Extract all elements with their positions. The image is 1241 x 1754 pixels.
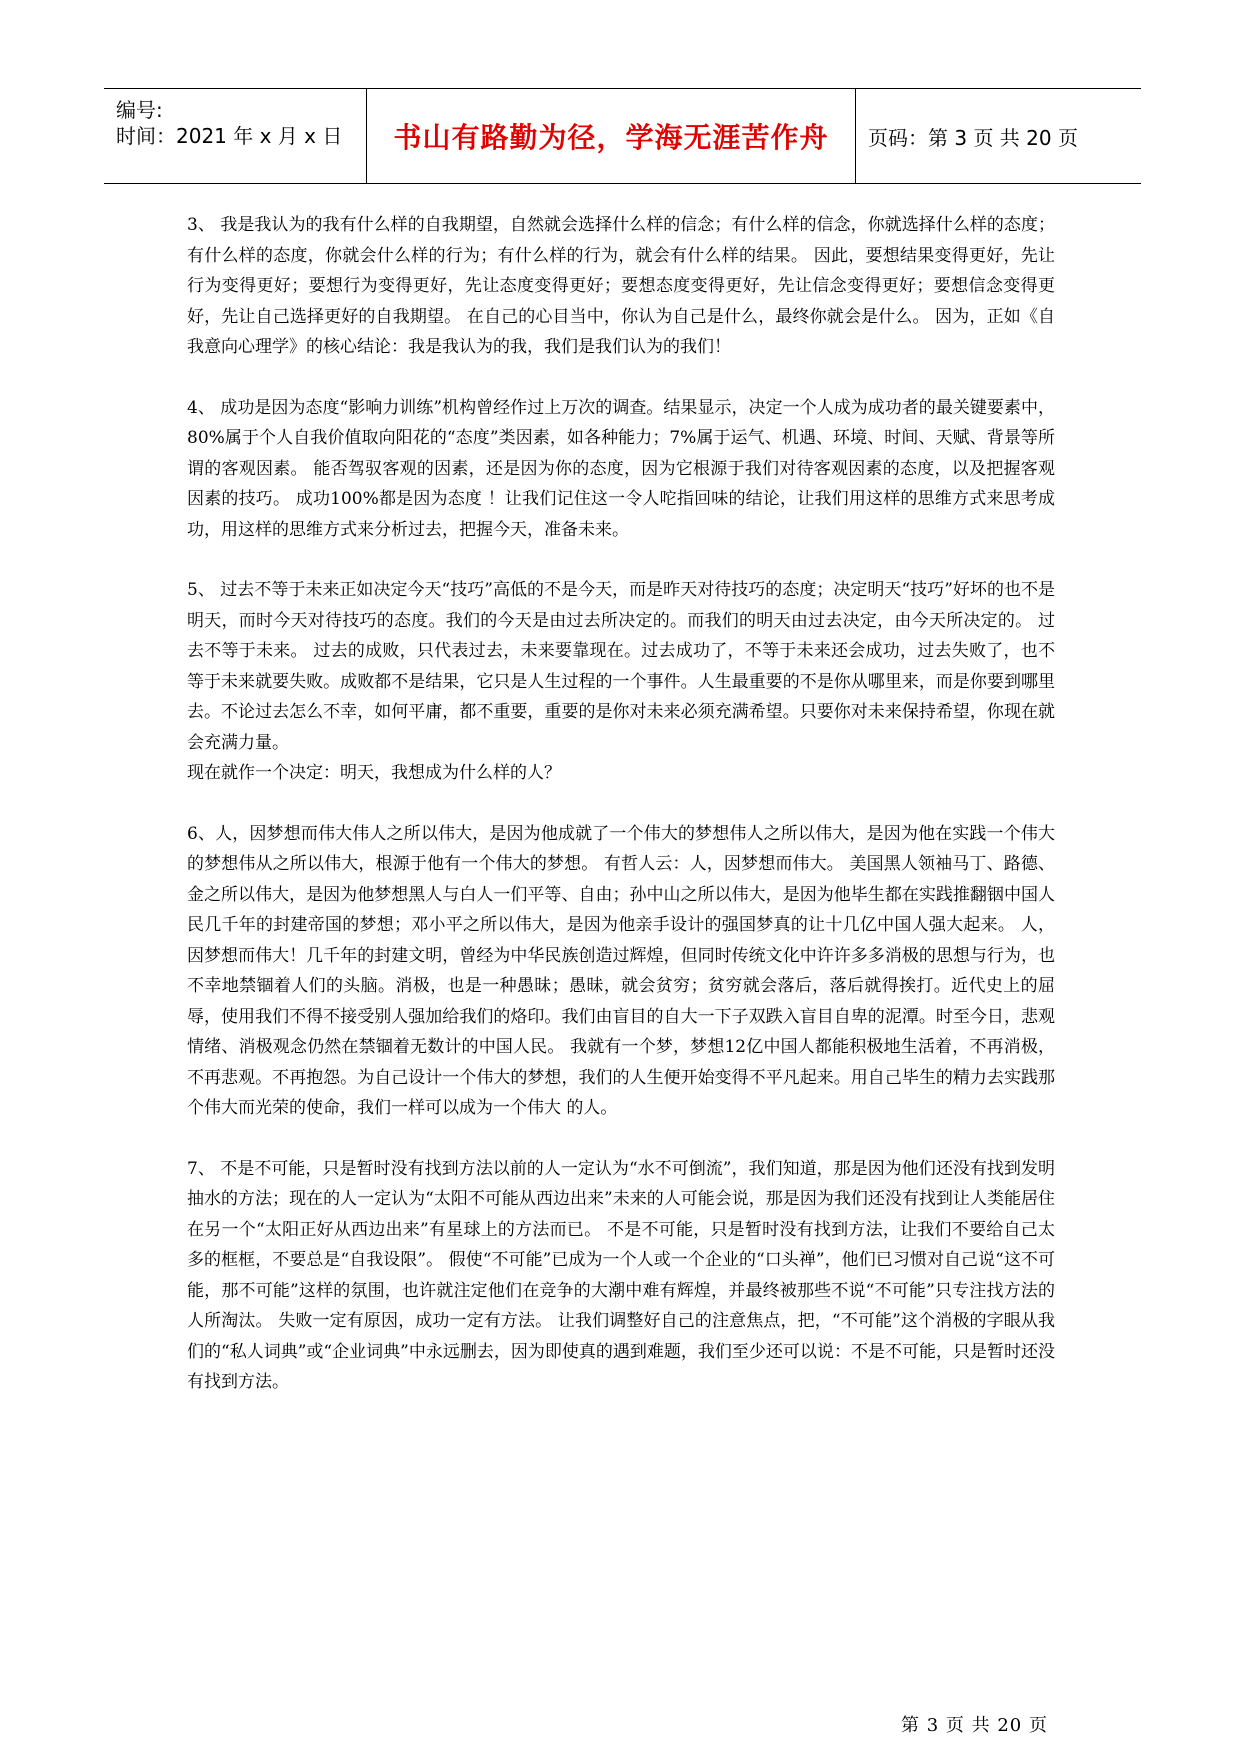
document-time-label: 时间：2021 年 x 月 x 日 bbox=[116, 124, 343, 148]
document-number-label: 编号: bbox=[116, 98, 163, 122]
header-meta-cell bbox=[104, 89, 367, 183]
paragraph-5: 5、 过去不等于未来正如决定今天“技巧”高低的不是今天，而是昨天对待技巧的态度；决定明天“技巧”好坏的也不是明天，而时今天对待技巧的态度。我们的今天是由过去所决定的。而我们的明天由过去决定，由今天所决定的。 过去不等于未来。 过去的成败，只代表过去，未来要靠现在。过去成功了，不等于未来还会成功，过去失败了，也不等于未来就要失败。成败都不是结果，它只是人生过程的一个事件。人生最重要的不是你从哪里来，而是你要到哪里去。不论过去怎么不幸，如何平庸，都不重要，重要的是你对未来必须充满希望。只要你对未来保持希望，你现在就会充满力量。 bbox=[187, 580, 1055, 753]
paragraph-7: 7、 不是不可能，只是暂时没有找到方法以前的人一定认为“水不可倒流”，我们知道，那是因为他们还没有找到发明抽水的方法；现在的人一定认为“太阳不可能从西边出来”未来的人可能会说，那是因为我们还没有找到让人类能居住在另一个“太阳正好从西边出来”有星球上的方法而已。 不是不可能，只是暂时没有找到方法，让我们不要给自己太多的框框，不要总是“自我设限”。 假使“不可能”已成为一个人或一个企业的“口头禅”，他们已习惯对自己说“这不可能，那不可能”这样的氛围，也许就注定他们在竞争的大潮中难有辉煌，并最终被那些不说“不可能”只专注找方法的人所淘汰。 失败一定有原因，成功一定有方法。 让我们调整好自己的注意焦点，把，“不可能”这个消极的字眼从我们的“私人词典”或“企业词典”中永远删去，因为即使真的遇到难题，我们至少还可以说：不是不可能，只是暂时还没有找到方法。 bbox=[187, 1158, 1055, 1392]
document-body bbox=[187, 210, 1055, 1428]
header-motto: 书山有路勤为径，学海无涯苦作舟 bbox=[393, 121, 829, 154]
document-header bbox=[104, 88, 1141, 184]
header-motto-cell bbox=[367, 89, 856, 183]
paragraph-6: 6、人，因梦想而伟大伟人之所以伟大，是因为他成就了一个伟大的梦想伟人之所以伟大，是因为他在实践一个伟大的梦想伟从之所以伟大，根源于他有一个伟大的梦想。 有哲人云：人，因梦想而伟大。 美国黑人领袖马丁、路德、金之所以伟大，是因为他梦想黑人与白人一们平等、自由；孙中山之所以伟大，是因为他毕生都在实践推翻铟中国人民几千年的封建帝国的梦想；邓小平之所以伟大，是因为他亲手设计的强国梦真的让十几亿中国人强大起来。 人，因梦想而伟大！几千年的封建文明，曾经为中华民族创造过辉煌，但同时传统文化中许许多多消极的思想与行为，也不幸地禁锢着人们的头脑。消极，也是一种愚昧；愚昧，就会贫穷；贫穷就会落后，落后就得挨打。近代史上的屈辱，使用我们不得不接受别人强加给我们的烙印。我们由盲目的自大一下子双跌入盲目自卑的泥潭。时至今日，悲观情绪、消极观念仍然在禁锢着无数计的中国人民。 我就有一个梦，梦想12亿中国人都能积极地生活着，不再消极，不再悲观。不再抱怨。为自己设计一个伟大的梦想，我们的人生便开始变得不平凡起来。用自己毕生的精力去实践那个伟大而光荣的使命，我们一样可以成为一个伟大 的人。 bbox=[187, 823, 1055, 1118]
header-page-cell bbox=[856, 89, 1141, 183]
paragraph-4: 4、 成功是因为态度“影响力训练”机构曾经作过上万次的调查。结果显示，决定一个人成为成功者的最关键要素中，80%属于个人自我价值取向阳花的“态度”类因素，如各种能力；7%属于运气、机遇、环境、时间、天赋、背景等所谓的客观因素。 能否驾驭客观的因素，还是因为你的态度，因为它根源于我们对待客观因素的态度，以及把握客观因素的技巧。 成功100%都是因为态度 ！让我们记住这一令人咜指回味的结论，让我们用这样的思维方式来思考成功，用这样的思维方式来分析过去，把握今天，准备未来。 bbox=[187, 397, 1055, 540]
header-page-info: 页码：第 3 页 共 20 页 bbox=[868, 125, 1078, 150]
page-footer: 第 3 页 共 20 页 bbox=[901, 1715, 1048, 1736]
paragraph-3: 3、 我是我认为的我有什么样的自我期望，自然就会选择什么样的信念；有什么样的信念，你就选择什么样的态度；有什么样的态度，你就会什么样的行为；有什么样的行为，就会有什么样的结果。 因此，要想结果变得更好，先让行为变得更好；要想行为变得更好，先让态度变得更好；要想态度变得更好，先让信念变得更好；要想信念变得更好，先让自己选择更好的自我期望。 在自己的心目当中，你认为自己是什么，最终你就会是什么。 因为，正如《自我意向心理学》的核心结论：我是我认为的我，我们是我们认为的我们！ bbox=[187, 215, 1055, 357]
paragraph-decision: 现在就作一个决定：明天，我想成为什么样的人？ bbox=[187, 763, 561, 783]
